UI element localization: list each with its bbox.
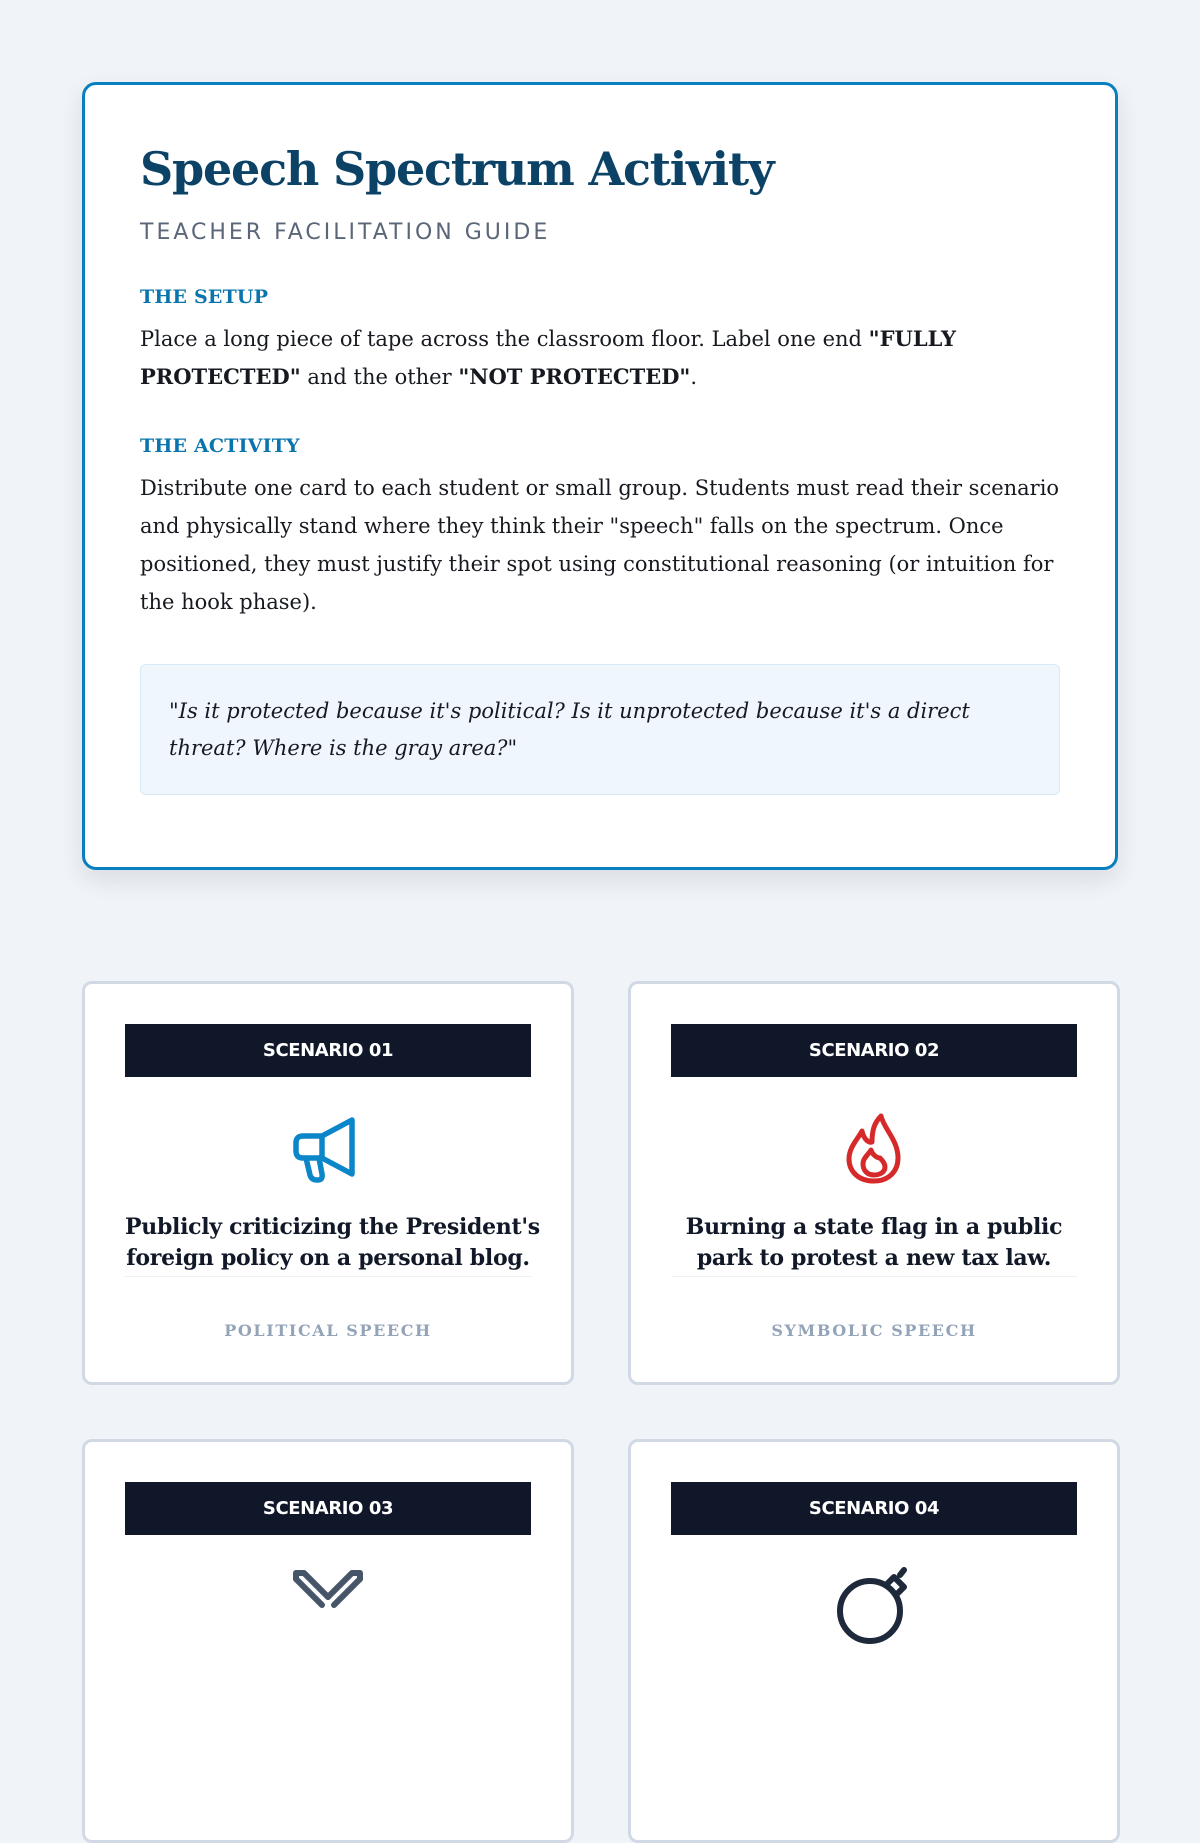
page-subtitle: TEACHER FACILITATION GUIDE — [140, 220, 551, 245]
scenario-label: SCENARIO 04 — [671, 1482, 1077, 1535]
setup-text-start: Place a long piece of tape across the classroom floor. Label one end — [140, 327, 869, 351]
fire-icon — [834, 1109, 914, 1189]
scenario-card-03 — [82, 1439, 574, 1843]
discussion-quote: "Is it protected because it's political? Is it unprotected because it's a direct threat? Where is the gray area?" — [140, 664, 1060, 795]
setup-heading: THE SETUP — [140, 286, 269, 308]
scenario-label: SCENARIO 02 — [671, 1024, 1077, 1077]
scenario-description-line-2: park to protest a new tax law. — [696, 1245, 1052, 1271]
setup-text-end: . — [690, 365, 698, 389]
scenario-label: SCENARIO 01 — [125, 1024, 531, 1077]
fully-protected-label: "FULLY PROTECTED" — [140, 326, 956, 389]
scenario-description-line-1: Publicly criticizing the President's — [125, 1214, 540, 1240]
activity-heading: THE ACTIVITY — [140, 435, 300, 457]
scenario-description-line-2: foreign policy on a personal blog. — [126, 1245, 530, 1271]
activity-text: Distribute one card to each student or small group. Students must read their scenario and physically stand where they think their "speech" falls on the spectrum. Once positioned, they must justify their spot using constitutional reasoning (or intuition for the hook phase). — [140, 476, 1060, 614]
scenario-category: POLITICAL SPEECH — [224, 1321, 432, 1340]
scenario-description — [671, 1212, 1077, 1276]
scenario-divider — [125, 1276, 531, 1277]
page-title: Speech Spectrum Activity — [140, 142, 774, 196]
scenario-card-02 — [628, 981, 1120, 1385]
bomb-icon — [834, 1567, 914, 1647]
scenario-card-01 — [82, 981, 574, 1385]
scenario-description — [125, 1212, 540, 1276]
scenario-label: SCENARIO 03 — [125, 1482, 531, 1535]
scenario-divider — [671, 1276, 1077, 1277]
megaphone-icon — [288, 1109, 368, 1189]
crossed-swords-icon — [288, 1567, 368, 1647]
not-protected-label: "NOT PROTECTED" — [458, 364, 691, 389]
scenario-category: SYMBOLIC SPEECH — [771, 1321, 977, 1340]
setup-text-middle: and the other — [300, 365, 459, 389]
setup-text — [140, 320, 1060, 396]
scenario-description-line-1: Burning a state flag in a public — [685, 1214, 1063, 1240]
facilitation-guide-card — [82, 82, 1118, 870]
scenario-card-04 — [628, 1439, 1120, 1843]
